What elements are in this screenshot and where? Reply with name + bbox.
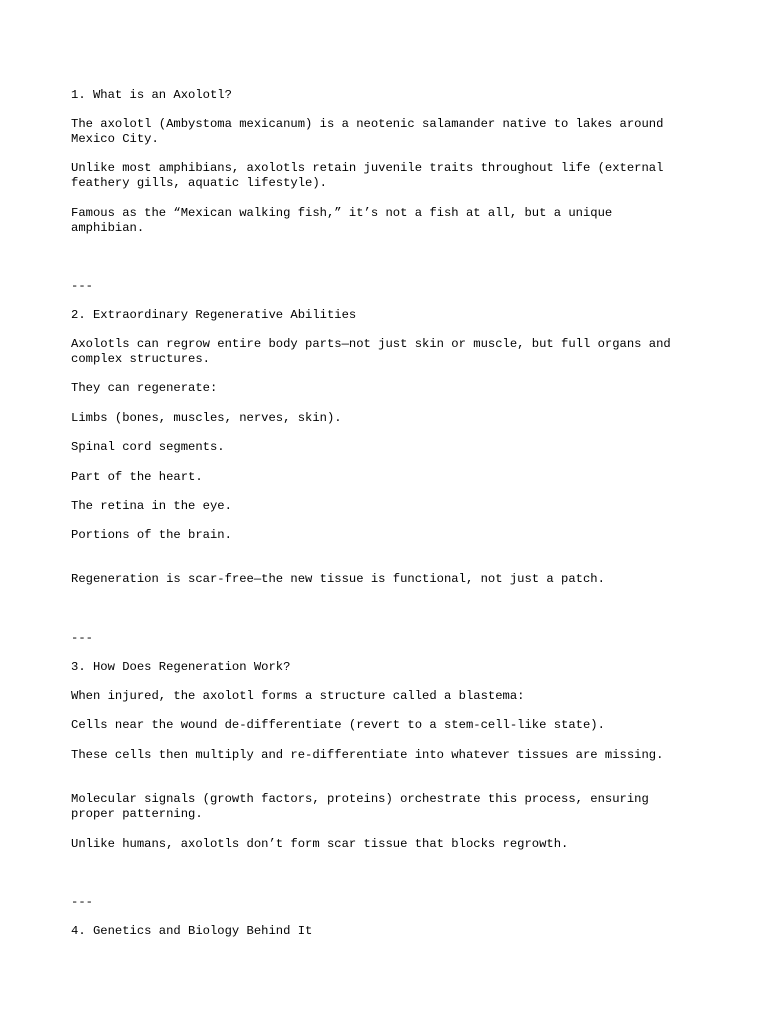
list-item: Spinal cord segments. — [71, 440, 225, 454]
paragraph-line: They can regenerate: — [71, 381, 218, 395]
paragraph-line: Molecular signals (growth factors, proteins) orchestrate this process, ensuring — [71, 792, 649, 806]
section-separator: --- — [71, 279, 93, 293]
section-heading: 1. What is an Axolotl? — [71, 88, 232, 102]
section-heading: 4. Genetics and Biology Behind It — [71, 924, 313, 938]
paragraph-line: Axolotls can regrow entire body parts—not just skin or muscle, but full organs and — [71, 337, 671, 351]
paragraph-line: Unlike most amphibians, axolotls retain juvenile traits throughout life (external — [71, 161, 664, 175]
paragraph-line: Famous as the “Mexican walking fish,” it’s not a fish at all, but a unique — [71, 206, 613, 220]
list-item: Portions of the brain. — [71, 528, 232, 542]
paragraph-line: amphibian. — [71, 221, 145, 235]
section-separator: --- — [71, 895, 93, 909]
list-item: Limbs (bones, muscles, nerves, skin). — [71, 411, 342, 425]
list-item: The retina in the eye. — [71, 499, 232, 513]
paragraph-line: Regeneration is scar-free—the new tissue is functional, not just a patch. — [71, 572, 605, 586]
paragraph-line: feathery gills, aquatic lifestyle). — [71, 176, 327, 190]
section-heading: 3. How Does Regeneration Work? — [71, 660, 291, 674]
list-item: These cells then multiply and re-differentiate into whatever tissues are missing. — [71, 748, 664, 762]
paragraph-line: proper patterning. — [71, 807, 203, 821]
list-item: Part of the heart. — [71, 470, 203, 484]
paragraph-line: complex structures. — [71, 352, 210, 366]
section-heading: 2. Extraordinary Regenerative Abilities — [71, 308, 357, 322]
paragraph-line: Unlike humans, axolotls don’t form scar tissue that blocks regrowth. — [71, 837, 569, 851]
section-separator: --- — [71, 631, 93, 645]
paragraph-line: Mexico City. — [71, 132, 159, 146]
paragraph-line: The axolotl (Ambystoma mexicanum) is a neotenic salamander native to lakes around — [71, 117, 664, 131]
paragraph-line: When injured, the axolotl forms a structure called a blastema: — [71, 689, 525, 703]
list-item: Cells near the wound de-differentiate (revert to a stem-cell-like state). — [71, 718, 605, 732]
